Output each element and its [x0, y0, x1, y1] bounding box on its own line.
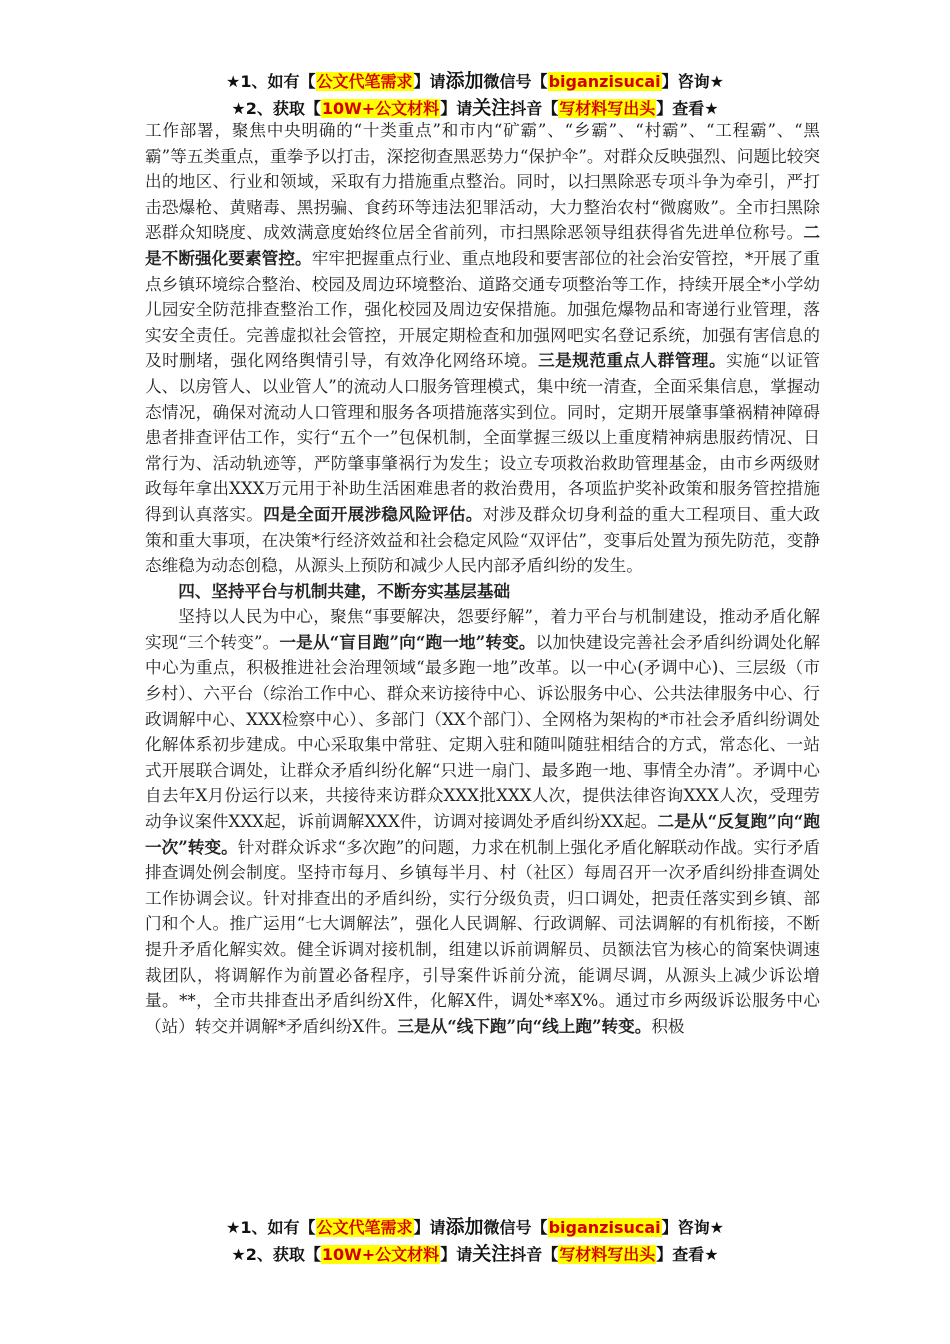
- banner-text-large: 添加: [445, 70, 484, 92]
- banner-highlight-service: 公文代笔需求: [316, 72, 413, 91]
- banner-text-large: 关注: [472, 1243, 511, 1265]
- banner-text: 】请: [413, 72, 446, 91]
- banner-highlight-wechat-id: biganzisucai: [548, 1218, 661, 1237]
- top-banner: [0, 68, 950, 122]
- banner-text: 】咨询★: [661, 1218, 724, 1237]
- banner-text: 】查看★: [656, 1245, 719, 1264]
- document-body: [145, 118, 820, 1039]
- banner-text: ★2、获取【: [231, 1245, 321, 1264]
- paragraph-text: 牢牢把握重点行业、重点地段和要害部位的社会治安管控，*开展了重点乡镇环境综合整治、校园及周边环境整治、道路交通专项整治等工作，持续开展全*小学幼儿园安全防范排查整治工作，强化校园及周边安保措施。加强危爆物品和寄递行业管理，落实安全责任。完善虚拟社会管控，开展定期检查和加强网吧实名登记系统，加强有害信息的及时删堵，强化网络舆情引导，有效净化网络环境。: [145, 248, 821, 371]
- banner-text: 抖音【: [510, 1245, 559, 1264]
- banner-text: ★1、如有【: [226, 72, 316, 91]
- point-heading: 二是从“反复跑”向“跑一次”转变。: [145, 811, 820, 857]
- paragraph-text: 针对群众诉求“多次跑”的问题，力求在机制上强化矛盾化解联动作战。实行矛盾排查调处例会制度。坚持市每月、乡镇每半月、村（社区）每周召开一次矛盾纠纷排查调处工作协调会议。针对排查出的矛盾纠纷，实行分级负责，归口调处，把责任落实到乡镇、部门和个人。推广运用“七大调解法”，强化人民调解、行政调解、司法调解的有机衔接，不断提升矛盾化解实效。健全诉调对接机制，组建以诉前调解员、员额法官为核心的简案快调速裁团队，将调解作为前置必备程序，引导案件诉前分流，能调尽调，从源头上减少诉讼增量。**，全市共排查出矛盾纠纷X件，化解X件，调处*率X%。通过市乡两级诉讼服务中心（站）转交并调解*矛盾纠纷X件。: [145, 837, 821, 1036]
- paragraph-control-measures: [145, 118, 820, 579]
- banner-highlight-douyin-account: 写材料写出头: [559, 99, 656, 118]
- point-heading: 二是不断强化要素管控。: [145, 222, 820, 268]
- banner-text: 】查看★: [656, 99, 719, 118]
- banner-text: ★1、如有【: [226, 1218, 316, 1237]
- paragraph-text: 工作部署，聚焦中央明确的“十类重点”和市内“矿霸”、“乡霸”、“村霸”、“工程霸”、“黑霸”等五类重点，重拳予以打击，深挖彻查黑恶势力“保护伞”。对群众反映强烈、问题比较突出的地区、行业和领域，采取有力措施重点整治。同时，以扫黑除恶专项斗争为牵引，严打击恐爆枪、黄赌毒、黑拐骗、食药环等违法犯罪活动，大力整治农村“微腐败”。全市扫黑除恶群众知晓度、成效满意度始终位居全省前列，市扫黑除恶领导组获得省先进单位称号。: [145, 121, 820, 243]
- paragraph-text: 以加快建设完善社会矛盾纠纷调处化解中心为重点，积极推进社会治理领域“最多跑一地”改革。以一中心(矛调中心)、三层级（市乡村）、六平台（综治工作中心、群众来访接待中心、诉讼服务中心、公共法律服务中心、行政调解中心、XXX检察中心）、多部门（XX个部门）、全网格为架构的*市社会矛盾纠纷调处化解体系初步建成。中心采取集中常驻、定期入驻和随叫随驻相结合的方式，常态化、一站式开展联合调处，让群众矛盾纠纷化解“只进一扇门、最多跑一地、事情全办清”。矛调中心自去年X月份运行以来，共接待来访群众XXX批XXX人次，提供法律咨询XXX人次，受理劳动争议案件XXX起，诉前调解XXX件，访调对接调处矛盾纠纷XX起。: [145, 632, 821, 832]
- banner-highlight-wechat-id: biganzisucai: [548, 72, 661, 91]
- banner-text: 微信号【: [483, 1218, 548, 1237]
- banner-highlight-materials: 10W+公文材料: [321, 99, 440, 118]
- banner-line-1: [0, 1214, 950, 1241]
- banner-text: 微信号【: [483, 72, 548, 91]
- banner-highlight-service: 公文代笔需求: [316, 1218, 413, 1237]
- banner-text: 】请: [440, 1245, 473, 1264]
- paragraph-text: 坚持以人民为中心，聚焦“事要解决，怨要纾解”，着力平台与机制建设，推动矛盾化解实现“三个转变”。: [145, 607, 820, 652]
- bottom-banner: [0, 1214, 950, 1268]
- banner-highlight-douyin-account: 写材料写出头: [559, 1245, 656, 1264]
- banner-line-1: [0, 68, 950, 95]
- banner-text: 】请: [413, 1218, 446, 1237]
- point-heading: 三是规范重点人群管理。: [538, 350, 727, 371]
- paragraph-platform-mechanism: [145, 604, 820, 1039]
- banner-text-large: 关注: [472, 97, 511, 119]
- banner-text-large: 添加: [445, 1216, 484, 1238]
- point-heading: 三是从“线下跑”向“线上跑”转变。: [397, 1015, 652, 1036]
- point-heading: 四是全面开展涉稳风险评估。: [263, 503, 483, 524]
- paragraph-text: 积极: [651, 1016, 685, 1036]
- banner-text: 抖音【: [510, 99, 559, 118]
- banner-highlight-materials: 10W+公文材料: [321, 1245, 440, 1264]
- banner-text: 】咨询★: [661, 72, 724, 91]
- section-heading-4: 四、坚持平台与机制共建，不断夯实基层基础: [178, 580, 511, 601]
- banner-text: ★2、获取【: [231, 99, 321, 118]
- paragraph-text: 实施“以证管人、以房管人、以业管人”的流动人口服务管理模式，集中统一清查，全面采集信息，掌握动态情况，确保对流动人口管理和服务各项措施落实到位。同时，定期开展肇事肇祸精神障碍患者排查评估工作，实行“五个一”包保机制，全面掌握三级以上重度精神病患服药情况、日常行为、活动轨迹等，严防肇事肇祸行为发生；设立专项救治救助管理基金，由市乡两级财政每年拿出XXX万元用于补助生活困难患者的救治费用，各项监护奖补政策和服务管控措施得到认真落实。: [145, 351, 821, 524]
- point-heading: 一是从“盲目跑”向“跑一地”转变。: [279, 631, 536, 652]
- banner-text: 】请: [440, 99, 473, 118]
- paragraph-text: 对涉及群众切身利益的重大工程项目、重大政策和重大事项，在决策*行经济效益和社会稳定风险“双评估”，变事后处置为预先防范，变静态维稳为动态创稳，从源头上预防和减少人民内部矛盾纠纷的发生。: [145, 504, 821, 576]
- banner-line-2: [0, 1241, 950, 1268]
